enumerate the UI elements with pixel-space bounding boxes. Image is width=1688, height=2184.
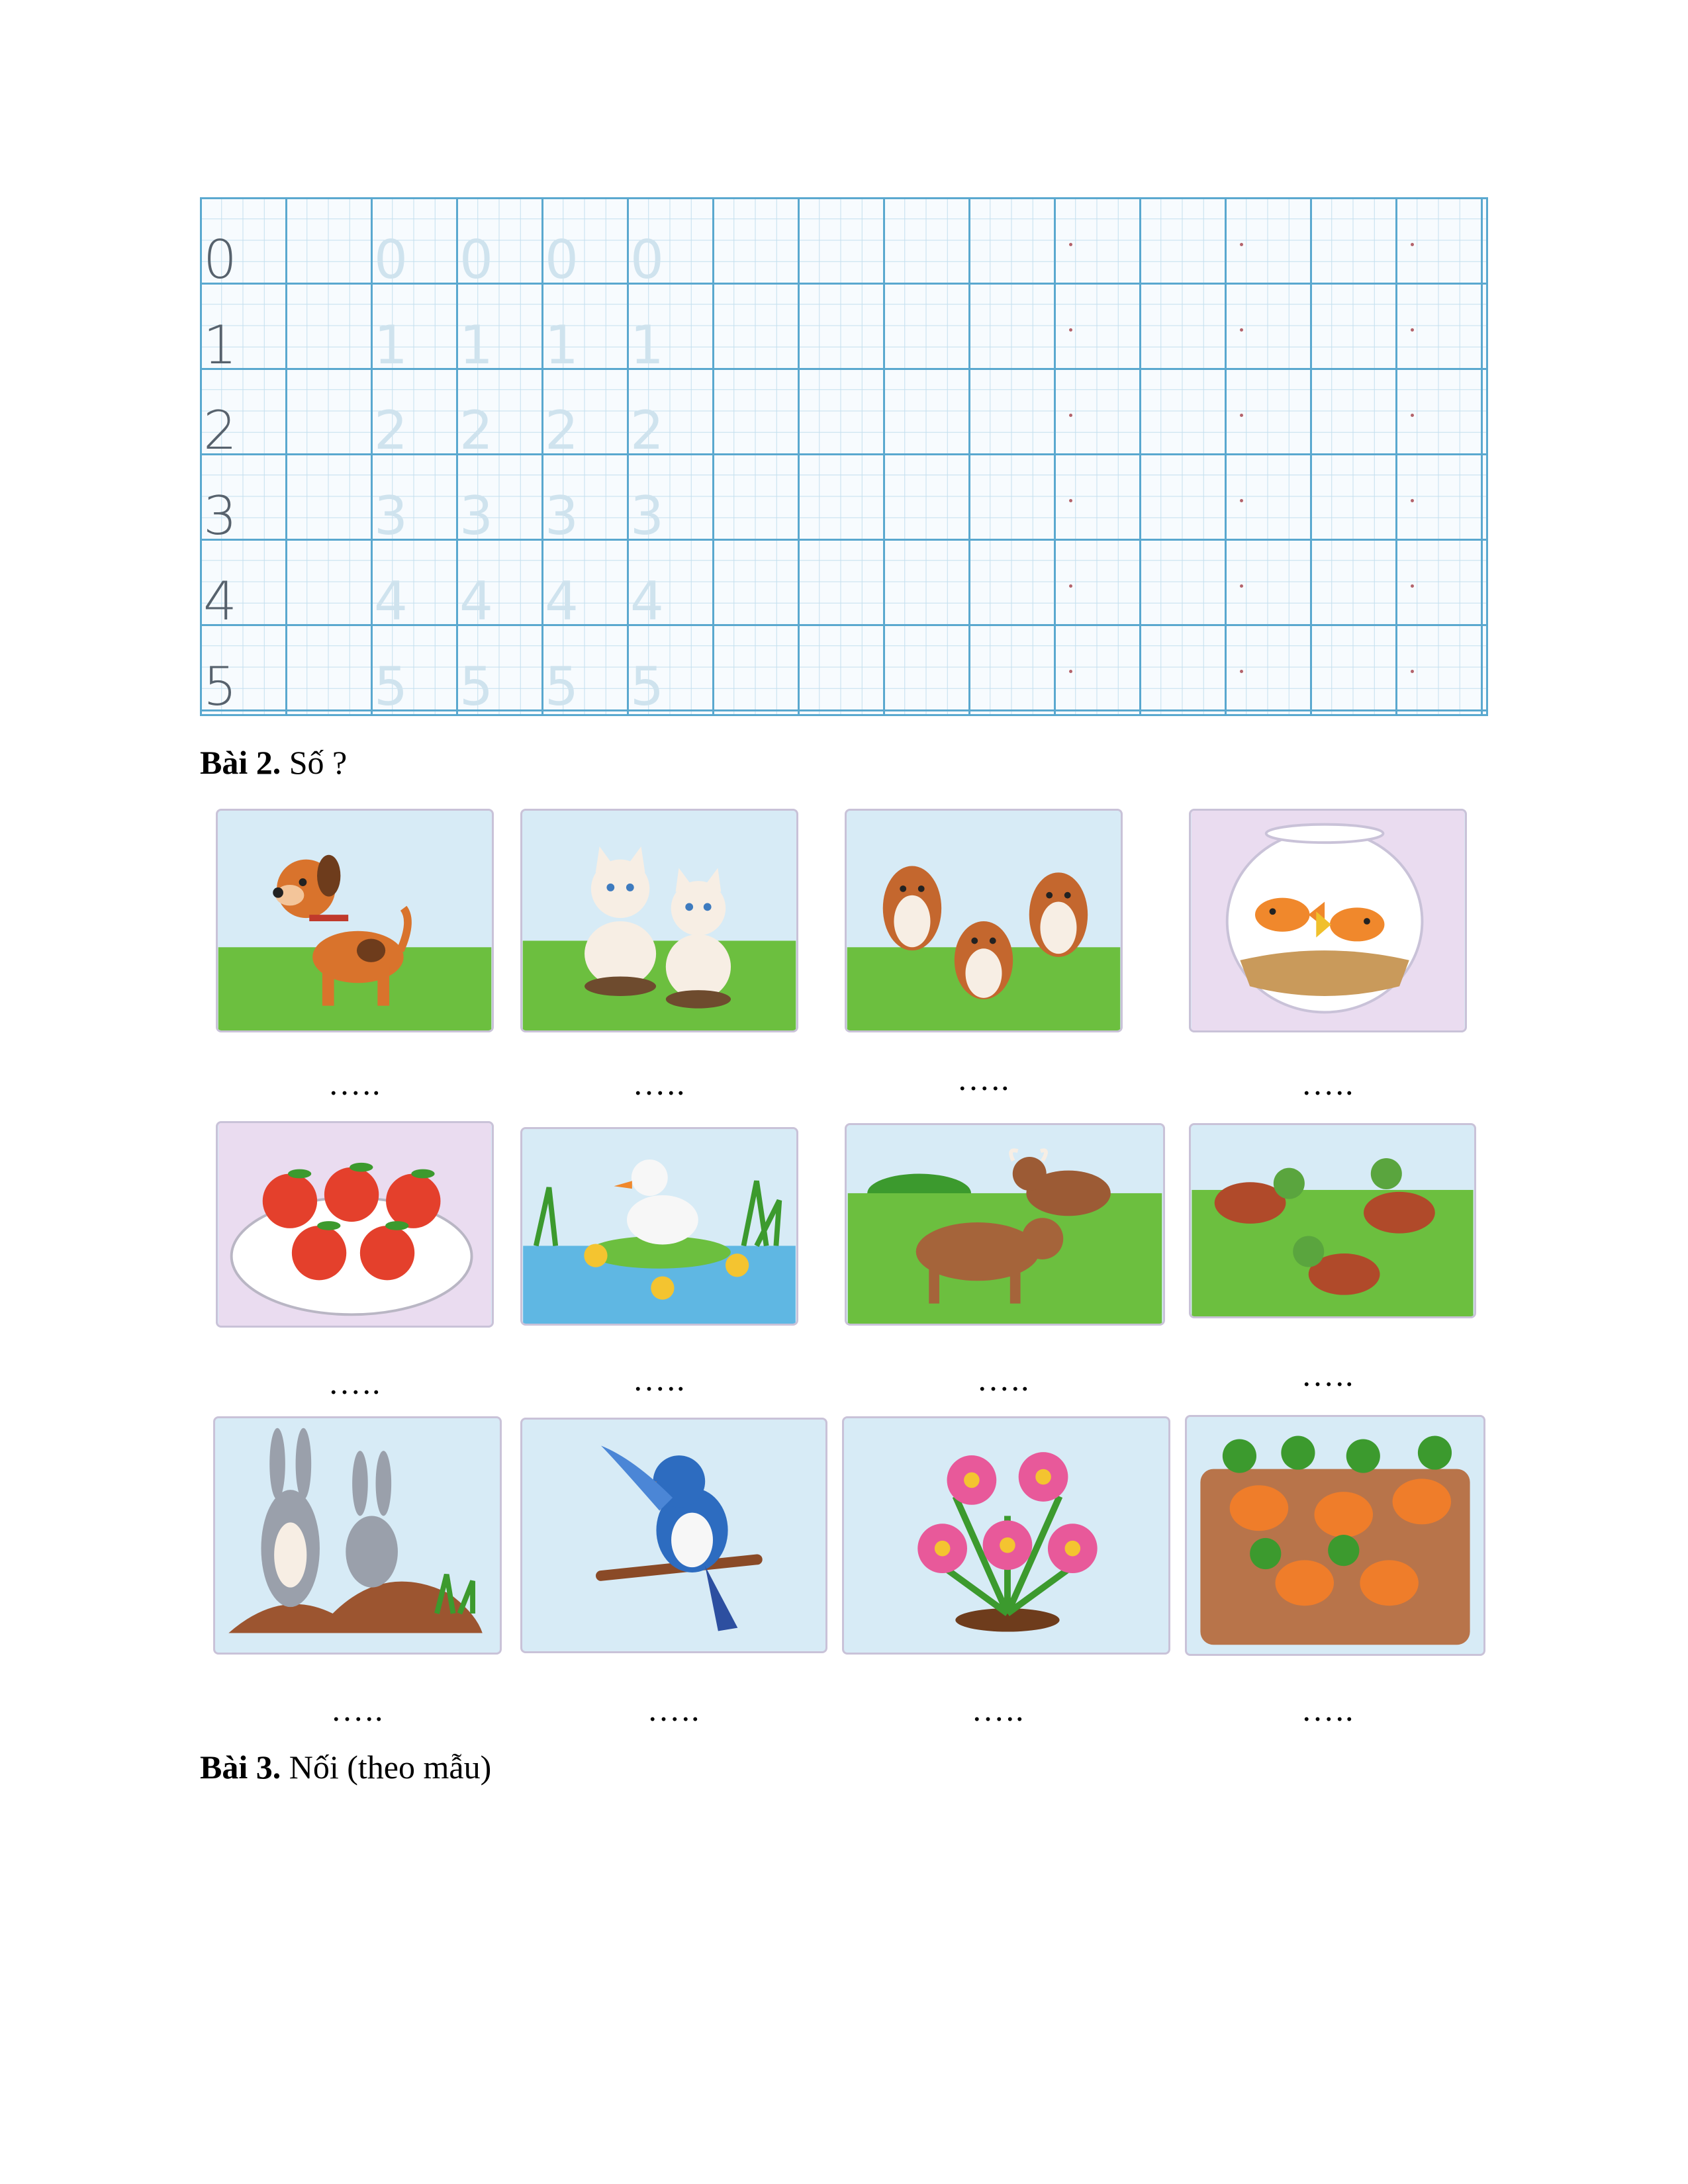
answer-blank[interactable]: …..	[971, 1691, 1025, 1728]
number-writing-grid	[200, 197, 1488, 716]
trace-digit: 2	[374, 400, 408, 461]
picture-card-turtles	[1189, 1123, 1476, 1318]
row-label-3: 3	[203, 485, 237, 547]
row-label-0: 0	[203, 229, 237, 291]
exercise-2-instruction: Số ?	[281, 744, 348, 781]
trace-digit: 1	[459, 314, 493, 376]
row-label-1: 1	[203, 314, 237, 376]
trace-digit: 5	[545, 656, 579, 717]
trace-digit: 2	[630, 400, 664, 461]
picture-card-pumpkins	[1185, 1415, 1485, 1656]
flowers-icon	[844, 1418, 1168, 1653]
row-label-4: 4	[203, 570, 237, 632]
picture-card-flowers	[842, 1416, 1170, 1655]
ducks-icon	[522, 1129, 796, 1324]
exercise-3-label: Bài 3.	[200, 1749, 281, 1786]
trace-digit: 5	[459, 656, 493, 717]
trace-digit: 4	[374, 570, 408, 632]
start-dot	[1240, 328, 1243, 332]
trace-digit: 4	[545, 570, 579, 632]
trace-digit: 1	[630, 314, 664, 376]
rabbits-icon	[215, 1418, 500, 1653]
answer-blank[interactable]: …..	[976, 1361, 1031, 1398]
dog-icon	[218, 811, 492, 1030]
row-label-2: 2	[203, 400, 237, 461]
hamsters-icon	[847, 811, 1121, 1030]
start-dot	[1069, 328, 1072, 332]
answer-blank[interactable]: …..	[632, 1361, 686, 1398]
start-dot	[1411, 414, 1414, 417]
picture-card-buffaloes	[845, 1123, 1165, 1326]
trace-digit: 2	[459, 400, 493, 461]
start-dot	[1411, 243, 1414, 246]
trace-digit: 1	[374, 314, 408, 376]
fishbowl-icon	[1191, 811, 1465, 1030]
cats-icon	[522, 811, 796, 1030]
start-dot	[1069, 584, 1072, 588]
trace-digit: 0	[459, 229, 493, 291]
start-dot	[1411, 499, 1414, 502]
start-dot	[1240, 414, 1243, 417]
answer-blank[interactable]: …..	[1301, 1691, 1355, 1728]
picture-card-cats	[520, 809, 798, 1032]
apples-icon	[218, 1123, 492, 1326]
answer-blank[interactable]: …..	[647, 1691, 701, 1728]
start-dot	[1240, 584, 1243, 588]
start-dot	[1411, 584, 1414, 588]
turtles-icon	[1191, 1125, 1474, 1316]
bird-icon	[522, 1420, 825, 1651]
trace-digit: 5	[374, 656, 408, 717]
trace-digit: 0	[630, 229, 664, 291]
answer-blank[interactable]: …..	[328, 1065, 382, 1102]
answer-blank[interactable]: …..	[632, 1065, 686, 1102]
buffaloes-icon	[847, 1125, 1163, 1324]
start-dot	[1240, 243, 1243, 246]
exercise-2-title	[200, 743, 347, 782]
trace-digit: 0	[374, 229, 408, 291]
trace-digit: 1	[545, 314, 579, 376]
answer-blank[interactable]: …..	[328, 1364, 382, 1401]
picture-card-fishbowl	[1189, 809, 1467, 1032]
trace-digit: 3	[630, 485, 664, 547]
exercise-3-title	[200, 1747, 491, 1787]
trace-digit: 0	[545, 229, 579, 291]
picture-card-hamsters	[845, 809, 1123, 1032]
start-dot	[1411, 328, 1414, 332]
trace-digit: 3	[459, 485, 493, 547]
trace-digit: 3	[374, 485, 408, 547]
start-dot	[1069, 243, 1072, 246]
answer-blank[interactable]: …..	[1301, 1065, 1355, 1102]
start-dot	[1069, 670, 1072, 673]
trace-digit: 5	[630, 656, 664, 717]
answer-blank[interactable]: …..	[957, 1060, 1011, 1097]
picture-card-rabbits	[213, 1416, 502, 1655]
row-label-5: 5	[203, 656, 237, 717]
picture-card-dog	[216, 809, 494, 1032]
trace-digit: 3	[545, 485, 579, 547]
start-dot	[1240, 499, 1243, 502]
start-dot	[1069, 414, 1072, 417]
exercise-2-label: Bài 2.	[200, 744, 281, 781]
picture-card-apples	[216, 1121, 494, 1328]
start-dot	[1411, 670, 1414, 673]
trace-digit: 2	[545, 400, 579, 461]
start-dot	[1069, 499, 1072, 502]
trace-digit: 4	[630, 570, 664, 632]
start-dot	[1240, 670, 1243, 673]
answer-blank[interactable]: …..	[330, 1691, 385, 1728]
picture-card-bird	[520, 1418, 827, 1653]
trace-digit: 4	[459, 570, 493, 632]
answer-blank[interactable]: …..	[1301, 1356, 1355, 1393]
pumpkins-icon	[1187, 1417, 1483, 1654]
exercise-3-instruction: Nối (theo mẫu)	[281, 1749, 492, 1786]
picture-card-ducks	[520, 1127, 798, 1326]
